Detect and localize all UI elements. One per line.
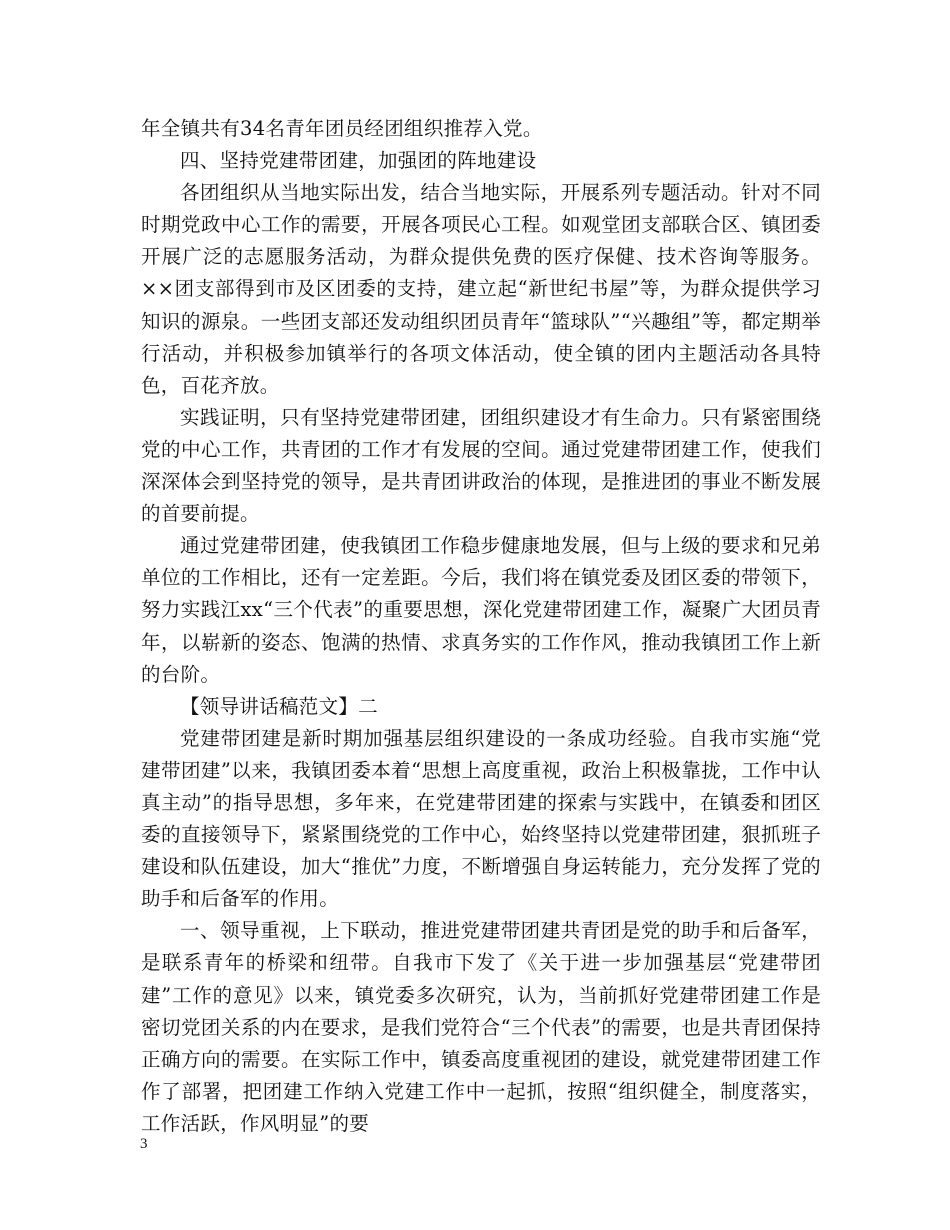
paragraph: 各团组织从当地实际出发，结合当地实际，开展系列专题活动。针对不同时期党政中心工作的需要，开展各项民心工程。如观堂团支部联合区、镇团委开展广泛的志愿服务活动，为群众提供免费的医疗保健、技术咨询等服务。××团支部得到市及区团委的支持，建立起“新世纪书屋”等，为群众提供学习知识的源泉。一些团支部还发动组织团员青年“篮球队”“兴趣组”等，都定期举行活动，并积极参加镇举行的各项文体活动，使全镇的团内主题活动各具特色，百花齐放。 [141,181,821,397]
section-heading: 【领导讲话稿范文】二 [180,694,379,718]
paragraph: 一、领导重视，上下联动，推进党建带团建共青团是党的助手和后备军，是联系青年的桥梁和纽带。自我市下发了《关于进一步加强基层“党建带团建”工作的意见》以来，镇党委多次研究，认为，当前抓好党建带团建工作是密切党团关系的内在要求，是我们党符合“三个代表”的需要，也是共青团保持正确方向的需要。在实际工作中，镇委高度重视团的建设，就党建带团建工作作了部署，把团建工作纳入党建工作中一起抓，按照“组织健全，制度落实，工作活跃，作风明显”的要 [141,919,821,1135]
paragraph: 实践证明，只有坚持党建带团建，团组织建设才有生命力。只有紧密围绕党的中心工作，共青团的工作才有发展的空间。通过党建带团建工作，使我们深深体会到坚持党的领导，是共青团讲政治的体现，是推进团的事业不断发展的首要前提。 [141,405,821,526]
paragraph: 年全镇共有34名青年团员经团组织推荐入党。 [141,117,543,140]
paragraph: 党建带团建是新时期加强基层组织建设的一条成功经验。自我市实施“党建带团建”以来，我镇团委本着“思想上高度重视，政治上积极靠拢，工作中认真主动”的指导思想，多年来，在党建带团建的探索与实践中，在镇委和团区委的直接领导下，紧紧围绕党的工作中心，始终坚持以党建带团建，狠抓班子建设和队伍建设，加大“推优”力度，不断增强自身运转能力，充分发挥了党的助手和后备军的作用。 [141,726,821,911]
document-body [141,113,821,1140]
section-heading: 四、坚持党建带团建，加强团的阵地建设 [180,149,537,173]
paragraph: 通过党建带团建，使我镇团工作稳步健康地发展，但与上级的要求和兄弟单位的工作相比，还有一定差距。今后，我们将在镇党委及团区委的带领下，努力实践江xx“三个代表”的重要思想，深化党建带团建工作，凝聚广大团员青年，以崭新的姿态、饱满的热情、求真务实的工作作风，推动我镇团工作上新的台阶。 [141,534,821,686]
page-number: 3 [140,1136,148,1152]
